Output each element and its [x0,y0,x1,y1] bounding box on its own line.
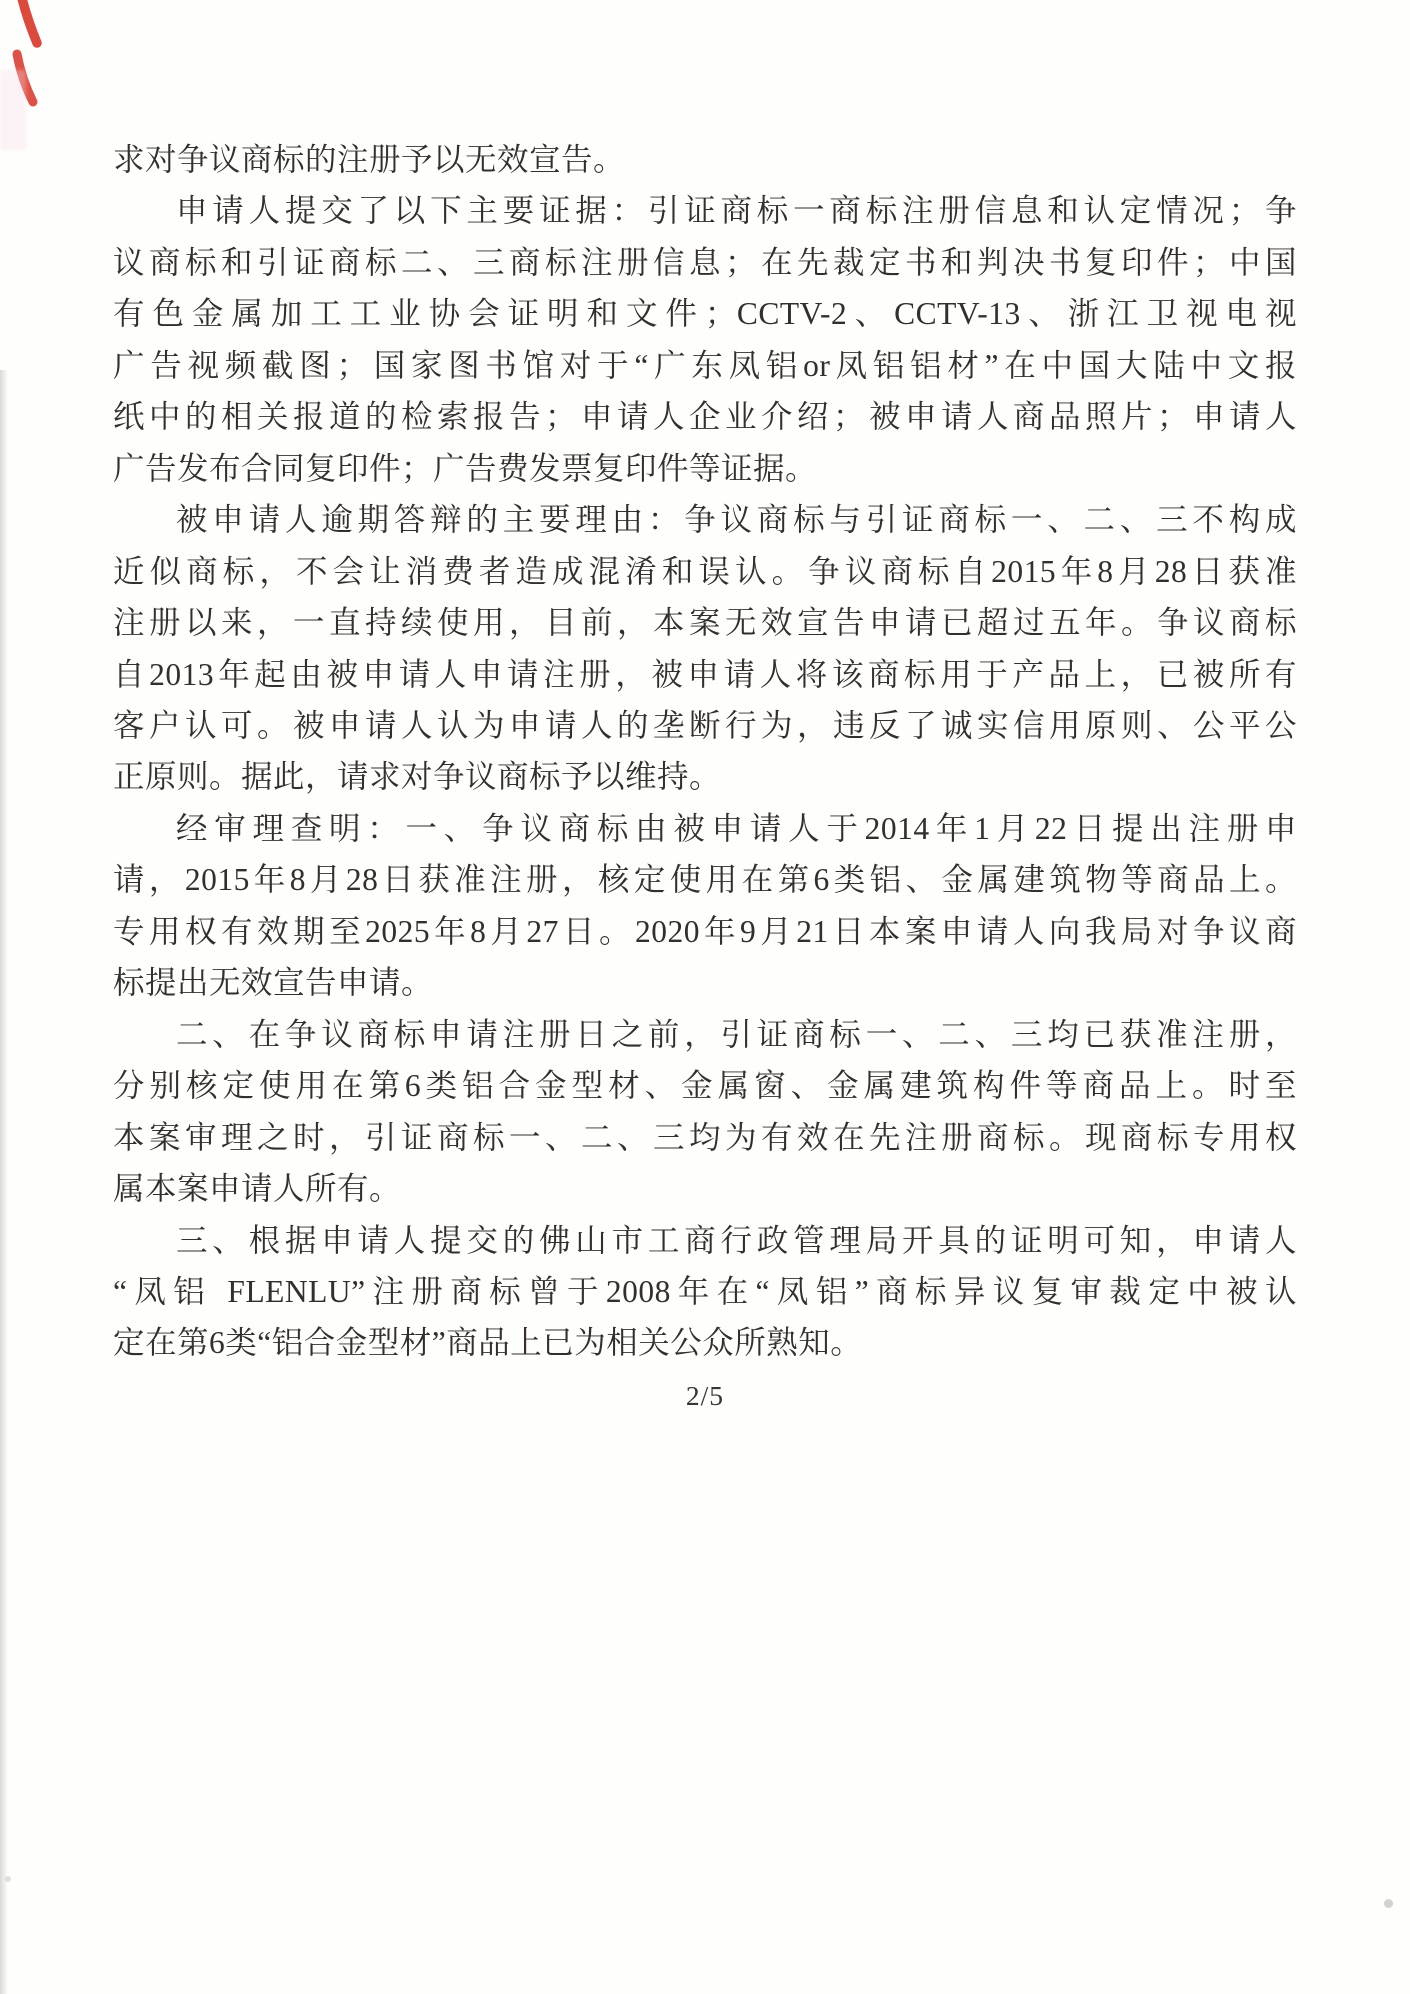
text-line: 经审理查明：一、争议商标由被申请人于2014年1月22日提出注册申 [176,810,1297,846]
text-line: 近似商标，不会让消费者造成混淆和误认。争议商标自2015年8月28日获准 [113,553,1297,589]
scan-edge-shadow [0,370,8,1994]
text-line: 专用权有效期至2025年8月27日。2020年9月21日本案申请人向我局对争议商 [113,913,1297,949]
page-number: 2/5 [685,1380,725,1411]
text-line: 请，2015年8月28日获准注册，核定使用在第6类铝、金属建筑物等商品上。 [113,862,1297,898]
scan-speck [1384,1899,1393,1908]
text-line: 自2013年起由被申请人申请注册，被申请人将该商标用于产品上，已被所有 [113,656,1297,692]
text-line: 标提出无效宣告申请。 [113,965,434,1001]
text-line: 被申请人逾期答辩的主要理由：争议商标与引证商标一、二、三不构成 [176,502,1297,538]
text-line: 客户认可。被申请人认为申请人的垄断行为，违反了诚实信用原则、公平公 [113,707,1297,743]
text-line: 申请人提交了以下主要证据：引证商标一商标注册信息和认定情况；争 [176,193,1297,229]
text-line: 属本案申请人所有。 [113,1171,402,1207]
document-body [113,134,1297,1369]
text-line: 议商标和引证商标二、三商标注册信息；在先裁定书和判决书复印件；中国 [113,244,1297,280]
text-line: 定在第6类“铝合金型材”商品上已为相关公众所熟知。 [113,1325,863,1361]
text-line: 三、根据申请人提交的佛山市工商行政管理局开具的证明可知，申请人 [176,1222,1297,1258]
text-line: 二、在争议商标申请注册日之前，引证商标一、二、三均已获准注册， [176,1016,1297,1052]
text-line: 注册以来，一直持续使用，目前，本案无效宣告申请已超过五年。争议商标 [113,605,1297,641]
text-line: 正原则。据此，请求对争议商标予以维持。 [113,759,722,795]
text-line: 求对争议商标的注册予以无效宣告。 [113,142,626,177]
scan-corner-tint [0,70,26,150]
text-line: 广告视频截图；国家图书馆对于“广东凤铝or凤铝铝材”在中国大陆中文报 [113,347,1297,383]
scan-speck [5,1876,11,1882]
text-line: “凤铝 FLENLU”注册商标曾于2008年在“凤铝”商标异议复审裁定中被认 [113,1273,1297,1309]
text-line: 有色金属加工工业协会证明和文件；CCTV-2、CCTV-13、浙江卫视电视 [113,296,1297,332]
text-line: 广告发布合同复印件；广告费发票复印件等证据。 [113,450,818,486]
text-line: 分别核定使用在第6类铝合金型材、金属窗、金属建筑构件等商品上。时至 [113,1068,1297,1104]
text-line: 纸中的相关报道的检索报告；申请人企业介绍；被申请人商品照片；申请人 [113,399,1297,435]
red-ink-stroke-top [20,0,37,43]
text-line: 本案审理之时，引证商标一、二、三均为有效在先注册商标。现商标专用权 [113,1119,1297,1155]
